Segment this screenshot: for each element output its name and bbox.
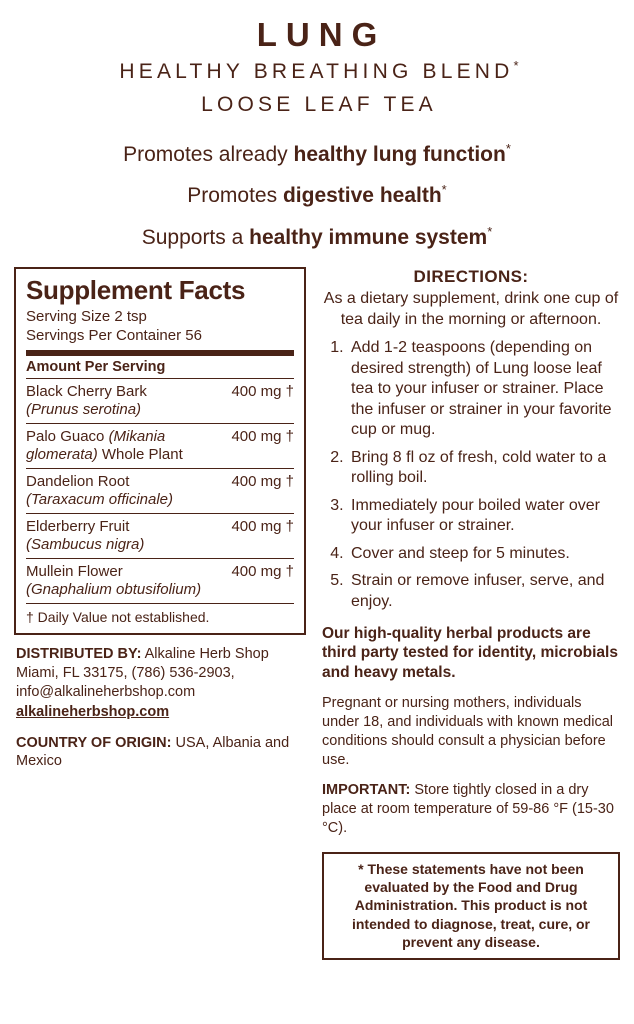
country-of-origin-value: USA, Albania and Mexico xyxy=(16,734,290,770)
claim-highlight: healthy lung function xyxy=(293,143,506,166)
claim-item xyxy=(14,224,620,251)
servings-per-container: Servings Per Container 56 xyxy=(26,326,202,344)
ingredient-amount: 400 mg † xyxy=(231,383,294,401)
ingredient-part: Whole Plant xyxy=(97,446,183,464)
directions-steps xyxy=(322,338,620,612)
ingredient-latin-name: (Taraxacum officinale) xyxy=(26,491,174,509)
product-title: LUNG xyxy=(256,16,387,53)
ingredient-amount: 400 mg † xyxy=(231,563,294,581)
asterisk-mark: * xyxy=(441,182,447,198)
direction-step: 5. Strain or remove infuser, serve, and enjoy. xyxy=(348,571,620,612)
claim-item xyxy=(14,182,620,209)
distributor-name: Alkaline Herb Shop xyxy=(141,646,269,663)
ingredient-row xyxy=(26,379,294,423)
pregnancy-warning: Pregnant or nursing mothers, individuals under 18, and individuals with known medical conditions should consult a physician before use. xyxy=(322,695,613,768)
distributor-website-link[interactable]: alkalineherbshop.com xyxy=(16,703,170,720)
claim-prefix: Supports a xyxy=(141,225,250,249)
claims-list xyxy=(14,141,620,251)
ingredient-amount: 400 mg † xyxy=(231,473,294,491)
ingredient-amount: 400 mg † xyxy=(231,518,294,536)
daily-value-footnote: † Daily Value not established. xyxy=(26,609,210,626)
distributor-address: Miami, FL 33175, (786) 536-2903, xyxy=(16,665,235,682)
serving-size: Serving Size 2 tsp xyxy=(26,307,147,325)
distributor-email: info@alkalineherbshop.com xyxy=(16,683,196,700)
ingredient-common-name: Elderberry Fruit xyxy=(26,518,130,536)
directions-title: DIRECTIONS: xyxy=(413,266,529,286)
quality-note: Our high-quality herbal products are third party tested for identity, microbials and heavy metals. xyxy=(322,624,618,681)
asterisk-mark: * xyxy=(513,58,519,73)
ingredient-latin-name: (Sambucus nigra) xyxy=(26,536,145,554)
claim-highlight: healthy immune system xyxy=(249,225,488,249)
supplement-facts-title: Supplement Facts xyxy=(26,274,246,305)
direction-step: 1. Add 1-2 teaspoons (depending on desired strength) of Lung loose leaf tea to your infuser or strainer. Place the infuser or strainer in your favorite cup or mug. xyxy=(348,338,620,440)
fda-disclaimer: * These statements have not been evaluated by the Food and Drug Administration. This product is not intended to diagnose, treat, cure, or prevent any disease. xyxy=(322,852,620,960)
asterisk-mark: * xyxy=(505,141,511,156)
directions-intro: As a dietary supplement, drink one cup of tea daily in the morning or afternoon. xyxy=(323,289,619,328)
label-header xyxy=(14,16,620,117)
ingredient-name xyxy=(26,428,229,464)
storage-note xyxy=(322,781,620,838)
ingredient-amount: 400 mg † xyxy=(231,428,294,446)
direction-step: 3. Immediately pour boiled water over your infuser or strainer. xyxy=(348,496,620,537)
ingredient-name xyxy=(26,518,150,554)
direction-step: 2. Bring 8 fl oz of fresh, cold water to a rolling boil. xyxy=(348,448,620,489)
ingredient-name xyxy=(26,563,207,599)
ingredient-common-name: Mullein Flower xyxy=(26,563,123,581)
ingredient-common-name: Dandelion Root xyxy=(26,473,130,491)
claim-highlight: digestive health xyxy=(282,184,442,208)
right-column xyxy=(306,267,620,960)
ingredient-latin-name: (Mikania glomerata) xyxy=(26,428,166,464)
ingredient-name xyxy=(26,383,153,419)
ingredient-common-name: Palo Guaco xyxy=(26,428,109,446)
ingredient-name xyxy=(26,473,179,509)
claim-item xyxy=(14,141,620,168)
distributor-label: DISTRIBUTED BY: xyxy=(16,646,142,663)
ingredient-latin-name: (Gnaphalium obtusifolium) xyxy=(26,581,202,599)
ingredient-row xyxy=(26,514,294,558)
country-of-origin-block xyxy=(14,734,306,772)
label-body xyxy=(14,267,620,960)
ingredient-row xyxy=(26,469,294,513)
ingredient-row xyxy=(26,559,294,603)
amount-per-serving-header: Amount Per Serving xyxy=(26,359,166,376)
claim-prefix: Promotes already xyxy=(123,143,294,166)
storage-text: Store tightly closed in a dry place at room temperature of 59-86 °F (15-30 °C). xyxy=(322,782,614,837)
direction-step: 4. Cover and steep for 5 minutes. xyxy=(348,544,620,564)
product-subtitle-primary xyxy=(14,58,620,84)
distributor-block xyxy=(14,645,306,721)
ingredient-latin-name: (Prunus serotina) xyxy=(26,401,142,419)
product-subtitle-secondary: LOOSE LEAF TEA xyxy=(201,93,437,116)
supplement-facts-panel xyxy=(14,267,306,636)
storage-label: IMPORTANT: xyxy=(322,782,411,799)
ingredient-common-name: Black Cherry Bark xyxy=(26,383,147,401)
product-subtitle-primary-text: HEALTHY BREATHING BLEND xyxy=(119,60,514,83)
country-of-origin-label: COUNTRY OF ORIGIN: xyxy=(16,734,172,751)
asterisk-mark: * xyxy=(487,223,493,239)
left-column xyxy=(14,267,306,772)
claim-prefix: Promotes xyxy=(187,184,283,208)
ingredient-row xyxy=(26,424,294,468)
